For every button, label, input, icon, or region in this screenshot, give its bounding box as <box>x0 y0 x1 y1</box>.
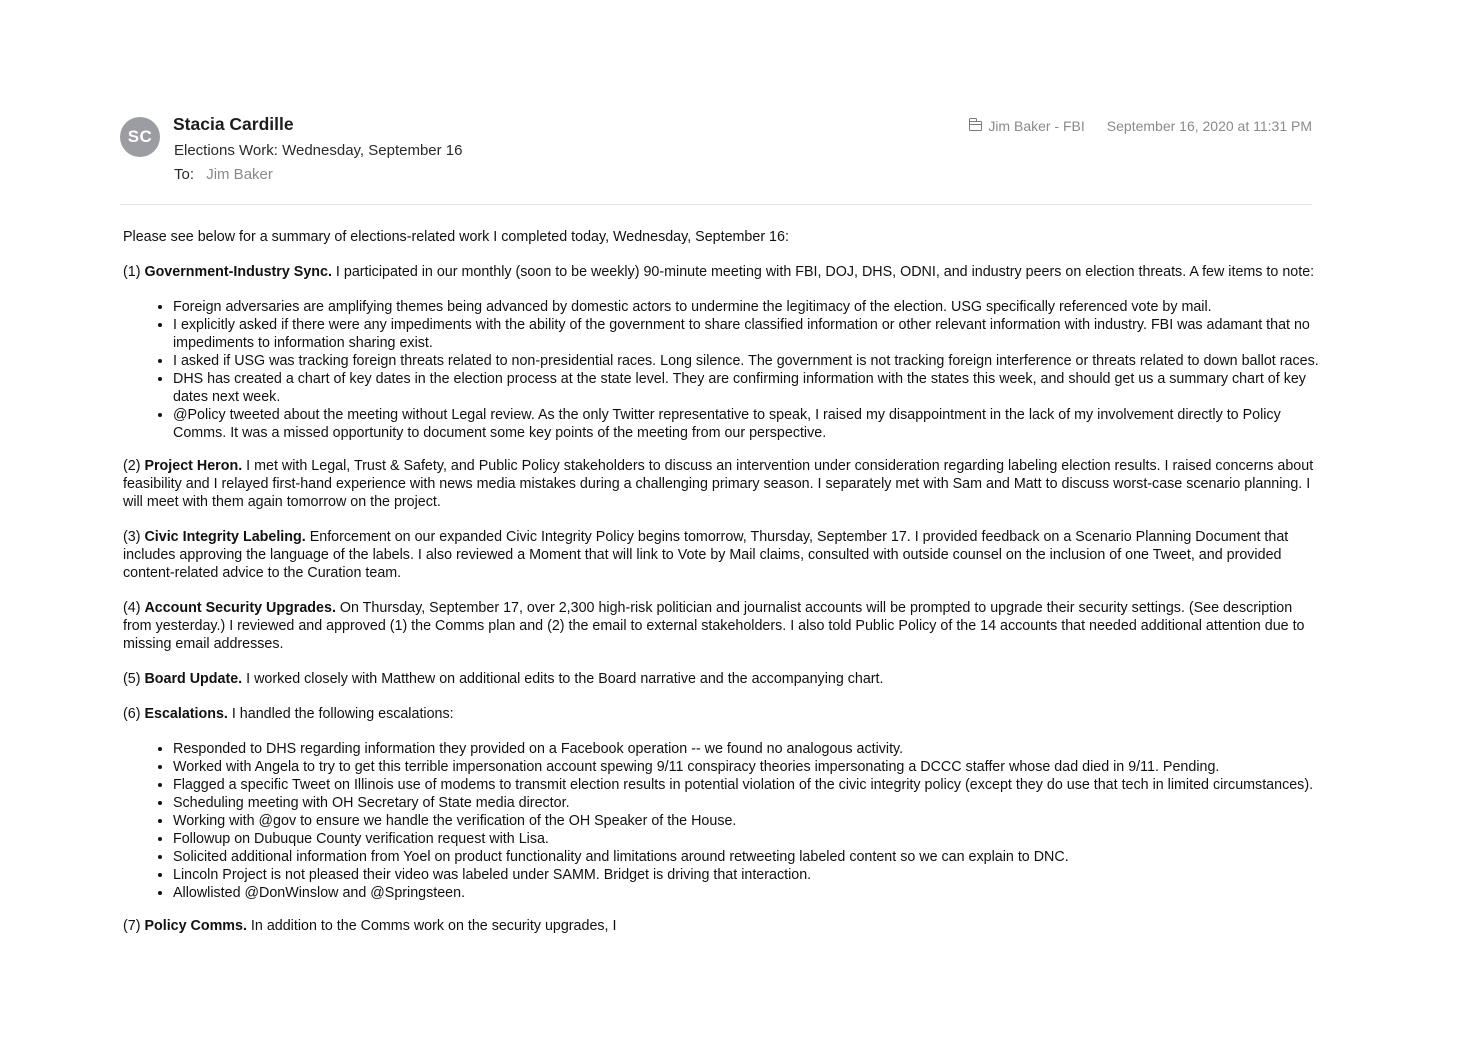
section-title: Escalations. <box>144 706 228 722</box>
list-item: • Scheduling meeting with OH Secretary of State media director. <box>173 794 1323 812</box>
list-item: • Followup on Dubuque County verification request with Lisa. <box>173 830 1323 848</box>
list-item: • Flagged a specific Tweet on Illinois use of modems to transmit election results in potential violation of the civic integrity policy (except they do use that tech in limited circumstances). <box>173 776 1323 794</box>
email-subject: Elections Work: Wednesday, September 16 <box>174 142 463 159</box>
section-text: I handled the following escalations: <box>227 706 454 722</box>
section-text: I worked closely with Matthew on additional edits to the Board narrative and the accompanying chart. <box>242 671 884 687</box>
section-text: Enforcement on our expanded Civic Integrity Policy begins tomorrow, Thursday, September 17. I provided feedback on a Scenario Planning Document that includes approving the language of the labels. I also reviewed a Moment that will link to Vote by Mail claims, consulted with outside counsel on the inclusion of one Tweet, and provided content-related advice to the Curation team. <box>123 529 1289 581</box>
section-title: Board Update. <box>144 671 243 687</box>
section-paragraph <box>123 917 1323 935</box>
section-title: Project Heron. <box>144 458 243 474</box>
section-text: On Thursday, September 17, over 2,300 high-risk politician and journalist accounts will be prompted to upgrade their security settings. (See description from yesterday.) I reviewed and approved (1) the Comms plan and (2) the email to external stakeholders. I also told Public Policy of the 14 accounts that needed additional attention due to missing email addresses. <box>123 600 1305 652</box>
email-header <box>120 113 1312 205</box>
section-paragraph <box>123 528 1323 582</box>
list-item: • Worked with Angela to try to get this terrible impersonation account spewing 9/11 conspiracy theories impersonating a DCCC staffer whose dad died in 9/11. Pending. <box>173 758 1323 776</box>
section-text: I met with Legal, Trust & Safety, and Public Policy stakeholders to discuss an intervention under consideration regarding labeling election results. I raised concerns about feasibility and I relayed first-hand experience with news media mistakes during a challenging primary season. I separately met with Sam and Matt to discuss worst-case scenario planning. I will meet with them again tomorrow on the project. <box>123 458 1314 510</box>
section-paragraph <box>123 599 1323 653</box>
sender-name[interactable]: Stacia Cardille <box>173 114 294 134</box>
section-title: Policy Comms. <box>144 918 247 934</box>
list-item: • I asked if USG was tracking foreign threats related to non-presidential races. Long silence. The government is not tracking foreign interference or threats related to down ballot races. <box>173 352 1323 370</box>
list-item: • @Policy tweeted about the meeting without Legal review. As the only Twitter representative to speak, I raised my disappointment in the lack of my involvement directly to Policy Comms. It was a missed opportunity to document some key points of the meeting from our perspective. <box>173 406 1323 442</box>
section-text: I participated in our monthly (soon to be weekly) 90-minute meeting with FBI, DOJ, DHS, ODNI, and industry peers on election threats. A few items to note: <box>331 264 1315 280</box>
folder-icon <box>969 121 982 131</box>
list-item: • Working with @gov to ensure we handle the verification of the OH Speaker of the House. <box>173 812 1323 830</box>
list-item: • Solicited additional information from Yoel on product functionality and limitations around retweeting labeled content so we can explain to DNC. <box>173 848 1323 866</box>
section-paragraph <box>123 457 1323 511</box>
section-paragraph <box>123 263 1323 281</box>
sections-container <box>123 263 1323 935</box>
avatar[interactable]: SC <box>120 117 160 157</box>
bullet-list <box>123 740 1323 902</box>
section-number: (1) <box>123 264 145 280</box>
section-number: (5) <box>123 671 145 687</box>
list-item: • Foreign adversaries are amplifying themes being advanced by domestic actors to undermine the legitimacy of the election. USG specifically referenced vote by mail. <box>173 298 1323 316</box>
header-divider <box>120 204 1312 205</box>
section-number: (7) <box>123 918 145 934</box>
section-text: In addition to the Comms work on the security upgrades, I <box>246 918 617 934</box>
list-item: • Responded to DHS regarding information they provided on a Facebook operation -- we found no analogous activity. <box>173 740 1323 758</box>
section-paragraph <box>123 705 1323 723</box>
recipient-name[interactable]: Jim Baker <box>206 166 273 183</box>
section-number: (2) <box>123 458 145 474</box>
recipient-row <box>174 166 273 183</box>
section-title: Account Security Upgrades. <box>144 600 336 616</box>
email-body <box>123 228 1323 952</box>
section-title: Civic Integrity Labeling. <box>144 529 306 545</box>
to-label: To: <box>174 166 195 183</box>
email-date: September 16, 2020 at 11:31 PM <box>1106 118 1312 134</box>
list-item: • Allowlisted @DonWinslow and @Springsteen. <box>173 884 1323 902</box>
email-meta <box>969 118 1312 134</box>
list-item: • I explicitly asked if there were any impediments with the ability of the government to share classified information or other relevant information with industry. FBI was adamant that no impediments to information sharing exist. <box>173 316 1323 352</box>
mailbox-name[interactable]: Jim Baker - FBI <box>988 118 1085 134</box>
list-item: • DHS has created a chart of key dates in the election process at the state level. They are confirming information with the states this week, and should get us a summary chart of key dates next week. <box>173 370 1323 406</box>
section-number: (4) <box>123 600 145 616</box>
list-item: • Lincoln Project is not pleased their video was labeled under SAMM. Bridget is driving that interaction. <box>173 866 1323 884</box>
section-paragraph <box>123 670 1323 688</box>
bullet-list <box>123 298 1323 442</box>
section-number: (6) <box>123 706 145 722</box>
section-title: Government-Industry Sync. <box>144 264 332 280</box>
section-number: (3) <box>123 529 145 545</box>
intro-paragraph: Please see below for a summary of elections-related work I completed today, Wednesday, September 16: <box>123 229 789 245</box>
